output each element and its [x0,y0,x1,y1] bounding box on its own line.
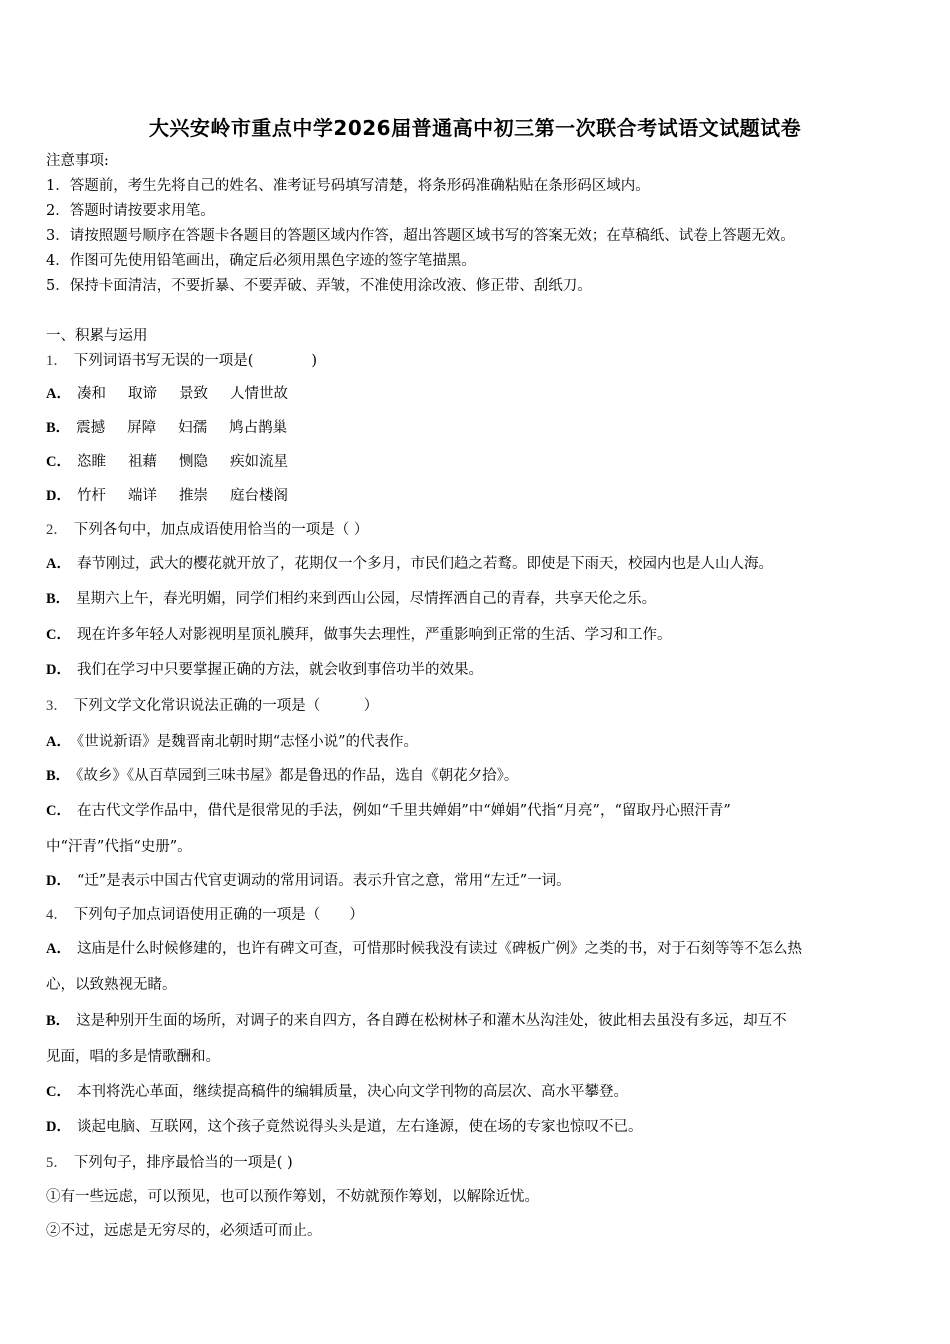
q1-option-d [46,486,288,506]
option-text: 春节刚过，武大的樱花就开放了，花期仅一个多月，市民们趋之若鹜。即使是下雨天，校园内也是人山人海。 [76,556,773,572]
question-1 [46,351,317,371]
option-label: B． [46,591,71,607]
option-label: B． [46,768,71,784]
q4-option-c [46,1082,628,1102]
notice-item-4: 4．作图可先使用铅笔画出，确定后必须用黑色字迹的签字笔描黑。 [46,253,476,269]
question-4 [46,905,364,925]
notice-heading: 注意事项: [46,153,109,169]
option-word: 鸠占鹊巢 [229,420,288,436]
option-text: 现在许多年轻人对影视明星顶礼膜拜，做事失去理性，严重影响到正常的生活、学习和工作。 [76,627,672,643]
question-number: 3． [46,698,68,714]
option-text: 在古代文学作品中，借代是很常见的手法，例如“千里共婵娟”中“婵娟”代指“月亮”，“留取丹心照汗青” [76,803,731,819]
option-label: B． [46,1013,71,1029]
option-label: D． [46,873,71,889]
q5-item-1: ①有一些远虑，可以预见，也可以预作筹划，不妨就预作筹划，以解除近忧。 [46,1189,539,1205]
question-stem: 下列词语书写无误的一项是( ) [73,353,318,369]
q3-option-c [46,801,731,821]
question-number: 2． [46,522,68,538]
q4-option-a [46,939,802,959]
question-number: 5． [46,1155,68,1171]
option-word: 端详 [127,488,157,504]
option-word: 祖藉 [127,454,157,470]
option-word: 景致 [178,386,208,402]
question-stem: 下列文学文化常识说法正确的一项是（ ） [73,698,379,714]
q4-option-b-continued: 见面，唱的多是情歌酬和。 [46,1049,220,1065]
option-word: 庭台楼阁 [229,488,288,504]
option-word: 人情世故 [229,386,288,402]
option-word: 竹杆 [76,488,106,504]
option-label: A． [46,734,71,750]
notice-item-2: 2．答题时请按要求用笔。 [46,203,215,219]
option-word: 震撼 [76,420,106,436]
option-word: 妇孺 [178,420,208,436]
question-stem: 下列各句中，加点成语使用恰当的一项是（ ） [73,522,369,538]
option-label: C． [46,627,71,643]
question-5 [46,1153,293,1173]
option-label: D． [46,1119,71,1135]
option-word: 疾如流星 [229,454,288,470]
q3-option-a [46,732,418,752]
q1-option-b [46,418,287,438]
q2-option-d [46,660,483,680]
option-text: 这庙是什么时候修建的，也许有碑文可查，可惜那时候我没有读过《碑板广例》之类的书，对于石刻等等不怎么热 [76,941,802,957]
q2-option-b [46,589,656,609]
question-number: 4． [46,907,68,923]
notice-item-1: 1．答题前，考生先将自己的姓名、准考证号码填写清楚，将条形码准确粘贴在条形码区域内。 [46,178,650,194]
q2-option-c [46,625,671,645]
option-label: D． [46,662,71,678]
option-label: A． [46,941,71,957]
question-number: 1． [46,353,68,369]
question-2 [46,520,368,540]
q1-option-c [46,452,288,472]
section-heading: 一、积累与运用 [46,328,148,344]
q2-option-a [46,554,773,574]
option-text: 这是种别开生面的场所，对调子的来自四方，各自蹲在松树林子和灌木丛沟洼处，彼此相去虽没有多远，却互不 [76,1013,787,1029]
option-word: 屏障 [127,420,157,436]
question-3 [46,696,378,716]
q5-item-2: ②不过，远虑是无穷尽的，必须适可而止。 [46,1223,322,1239]
option-text: 本刊将洗心革面，继续提高稿件的编辑质量，决心向文学刊物的高层次、高水平攀登。 [76,1084,628,1100]
option-text: 谈起电脑、互联网，这个孩子竟然说得头头是道，左右逢源，使在场的专家也惊叹不已。 [76,1119,643,1135]
option-word: 取谛 [127,386,157,402]
option-label: B． [46,420,71,436]
option-label: A． [46,556,71,572]
option-word: 恻隐 [178,454,208,470]
option-label: C． [46,803,71,819]
option-label: A． [46,386,71,402]
option-text: 星期六上午，春光明媚，同学们相约来到西山公园，尽情挥洒自己的青春，共享天伦之乐。 [76,591,657,607]
q3-option-b [46,766,518,786]
question-stem: 下列句子，排序最恰当的一项是( ) [73,1155,293,1171]
notice-item-5: 5．保持卡面清洁，不要折暴、不要弄破、弄皱，不准使用涂改液、修正带、刮纸刀。 [46,278,592,294]
option-label: C． [46,1084,71,1100]
option-word: 恣睢 [76,454,106,470]
exam-title: 大兴安岭市重点中学2026届普通高中初三第一次联合考试语文试题试卷 [148,116,802,140]
option-text: 《故乡》《从百草园到三味书屋》都是鲁迅的作品，选自《朝花夕拾》。 [76,768,519,784]
q4-option-d [46,1117,642,1137]
option-text: 《世说新语》是魏晋南北朝时期“志怪小说”的代表作。 [76,734,419,750]
q3-option-d [46,871,571,891]
q4-option-a-continued: 心，以致熟视无睹。 [46,977,177,993]
option-text: 我们在学习中只要掌握正确的方法，就会收到事倍功半的效果。 [76,662,483,678]
question-stem: 下列句子加点词语使用正确的一项是（ ） [73,907,364,923]
option-word: 凑和 [76,386,106,402]
q3-option-c-continued: 中“汗青”代指“史册”。 [46,839,192,855]
notice-item-3: 3．请按照题号顺序在答题卡各题目的答题区域内作答，超出答题区域书写的答案无效；在草稿纸、试卷上答题无效。 [46,228,795,244]
option-text: “迁”是表示中国古代官吏调动的常用词语。表示升官之意，常用“左迁”一词。 [76,873,571,889]
option-label: C． [46,454,71,470]
q1-option-a [46,384,288,404]
option-label: D． [46,488,71,504]
q4-option-b [46,1011,787,1031]
option-word: 推崇 [178,488,208,504]
